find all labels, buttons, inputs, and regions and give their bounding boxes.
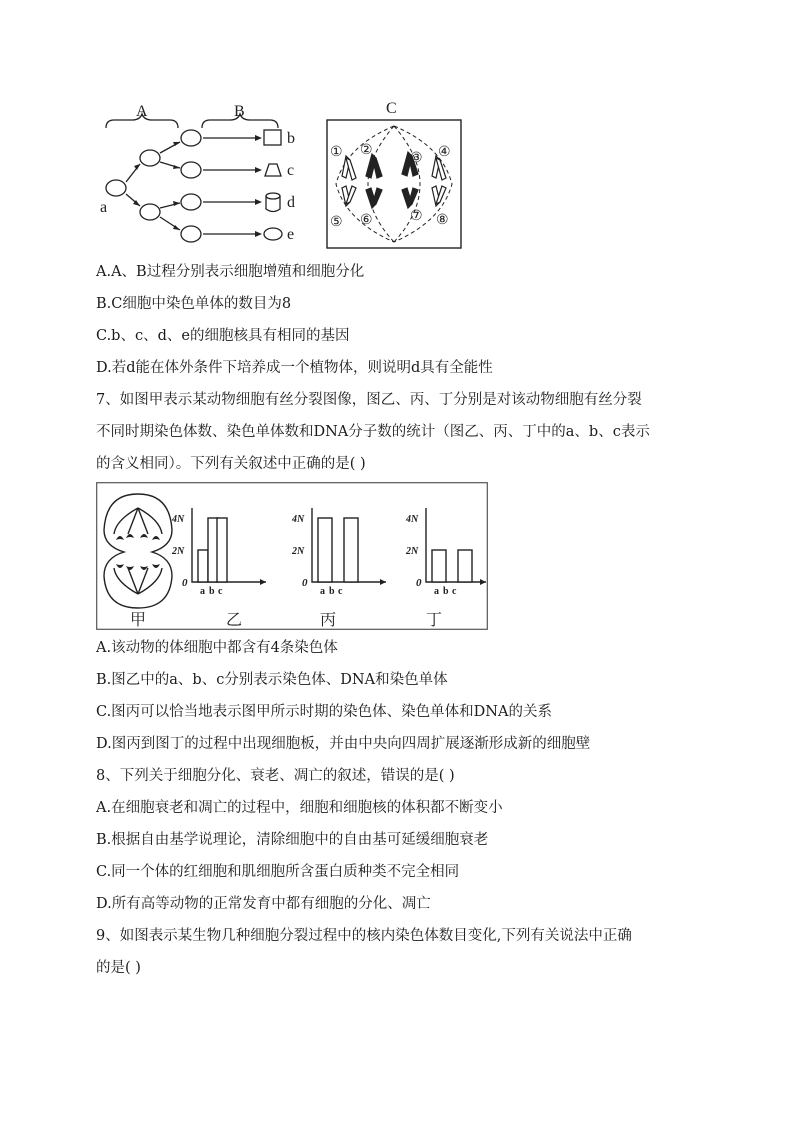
x-label-bing-c: c <box>338 586 343 597</box>
x-label-yi-b: b <box>209 586 215 597</box>
x-label-ding-a: a <box>434 586 439 597</box>
chromosome-number-3: ③ <box>410 151 423 166</box>
origin-label-ding: 0 <box>416 577 422 589</box>
q8-stem: 8、下列关于细胞分化、衰老、凋亡的叙述，错误的是( ) <box>96 768 455 784</box>
cell-c <box>265 164 281 176</box>
origin-label-bing: 0 <box>302 577 308 589</box>
q6-option-c: C.b、c、d、e的细胞核具有相同的基因 <box>96 328 350 344</box>
y-tick-4n-bing: 4N <box>292 514 305 525</box>
label-cell-a: a <box>100 199 108 216</box>
chromosome-number-7: ⑦ <box>410 209 423 224</box>
x-axis-arrow-yi <box>260 579 266 585</box>
q7-option-d: D.图丙到图丁的过程中出现细胞板，并由中央向四周扩展逐渐形成新的细胞壁 <box>96 736 591 752</box>
bar-ding-c <box>458 550 472 582</box>
q6-option-b: B.C细胞中染色单体的数目为8 <box>96 296 292 312</box>
bar-yi-a <box>198 550 208 582</box>
chromosome-number-8: ⑧ <box>436 213 449 228</box>
x-axis-arrow-ding <box>480 579 486 585</box>
y-tick-4n-ding: 4N <box>406 514 419 525</box>
bar-chart-ding <box>405 508 486 597</box>
q6-option-d: D.若d能在体外条件下培养成一个植物体，则说明d具有全能性 <box>96 360 493 376</box>
x-label-bing-b: b <box>329 586 335 597</box>
y-tick-4n-yi: 4N <box>172 514 185 525</box>
bar-yi-c <box>217 518 227 582</box>
label-b-stage: B <box>234 103 245 120</box>
bar-bing-a <box>318 518 332 582</box>
panel-label-jia: 甲 <box>130 612 147 629</box>
x-label-bing-a: a <box>320 586 325 597</box>
q7-option-a: A.该动物的体细胞中都含有4条染色体 <box>96 640 338 656</box>
y-tick-2n-ding: 2N <box>406 546 419 557</box>
cell-jia-drawing <box>104 494 172 608</box>
chromosome-number-6: ⑥ <box>360 213 373 228</box>
figure-mitosis-charts <box>96 482 488 630</box>
label-c-panel: C <box>386 100 397 117</box>
bar-chart-bing <box>291 508 386 597</box>
x-axis-arrow-bing <box>380 579 386 585</box>
x-label-ding-b: b <box>443 586 449 597</box>
chromosome-number-1: ① <box>330 145 343 160</box>
panel-c-frame <box>327 120 461 248</box>
q9-stem-line-1: 9、如图表示某生物几种细胞分裂过程中的核内染色体数目变化,下列有关说法中正确 <box>96 928 632 944</box>
q6-option-a: A.A、B过程分别表示细胞增殖和细胞分化 <box>96 264 365 280</box>
label-cell-b: b <box>287 130 295 147</box>
origin-label-yi: 0 <box>182 577 188 589</box>
x-label-yi-c: c <box>218 586 223 597</box>
label-cell-c: c <box>287 162 295 179</box>
panel-label-ding: 丁 <box>426 612 443 629</box>
q9-stem-line-2: 的是( ) <box>96 960 141 976</box>
q7-stem-line-2: 不同时期染色体数、染色单体数和DNA分子数的统计（图乙、丙、丁中的a、b、c表示 <box>96 424 650 440</box>
cell-a <box>106 180 126 196</box>
q8-option-b: B.根据自由基学说理论，清除细胞中的自由基可延缓细胞衰老 <box>96 832 489 848</box>
q8-option-a: A.在细胞衰老和凋亡的过程中，细胞和细胞核的体积都不断变小 <box>96 800 503 816</box>
chromosome-number-4: ④ <box>438 145 451 160</box>
chromosome-number-5: ⑤ <box>330 215 343 230</box>
bar-bing-c <box>344 518 358 582</box>
q7-option-c: C.图丙可以恰当地表示图甲所示时期的染色体、染色单体和DNA的关系 <box>96 704 552 720</box>
q8-option-d: D.所有高等动物的正常发育中都有细胞的分化、凋亡 <box>96 896 431 912</box>
label-a-stage: A <box>136 103 148 120</box>
y-tick-2n-bing: 2N <box>292 546 305 557</box>
label-cell-d: d <box>287 194 295 211</box>
panel-label-yi: 乙 <box>226 612 243 629</box>
x-label-ding-c: c <box>452 586 457 597</box>
y-tick-2n-yi: 2N <box>172 546 185 557</box>
cell-b <box>264 130 281 145</box>
panel-label-bing: 丙 <box>320 612 337 629</box>
q8-option-c: C.同一个体的红细胞和肌细胞所含蛋白质种类不完全相同 <box>96 864 460 880</box>
q7-option-b: B.图乙中的a、b、c分别表示染色体、DNA和染色单体 <box>96 672 448 688</box>
label-cell-e: e <box>287 226 295 243</box>
chromosome-number-2: ② <box>360 143 373 158</box>
q7-stem-line-3: 的含义相同）。下列有关叙述中正确的是( ) <box>96 456 366 472</box>
bar-chart-yi <box>171 508 266 597</box>
figure-cell-differentiation <box>96 96 476 256</box>
bar-ding-a <box>432 550 446 582</box>
cell-e <box>264 228 282 240</box>
x-label-yi-a: a <box>200 586 205 597</box>
q7-stem-line-1: 7、如图甲表示某动物细胞有丝分裂图像，图乙、丙、丁分别是对该动物细胞有丝分裂 <box>96 392 642 408</box>
